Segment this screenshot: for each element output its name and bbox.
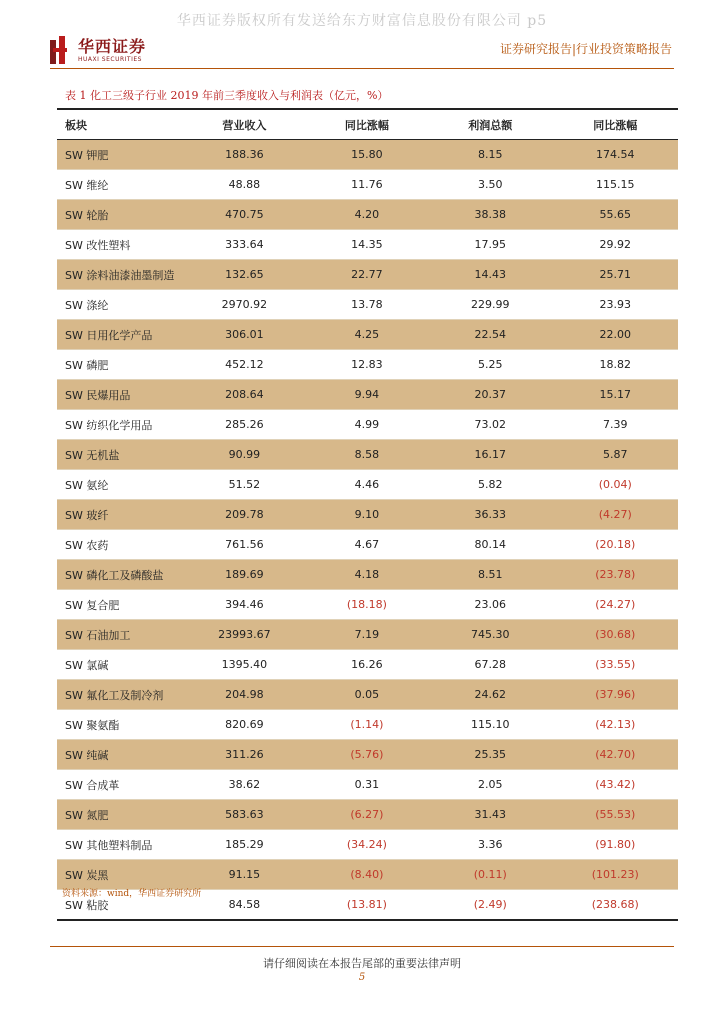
page-number: 5 <box>358 972 366 983</box>
col-header-profit: 利润总额 <box>428 109 552 140</box>
cell-profit-yoy: (24.27) <box>552 590 678 620</box>
cell-profit-yoy: 115.15 <box>552 170 678 200</box>
cell-profit-yoy: 15.17 <box>552 380 678 410</box>
table-row <box>57 140 678 170</box>
cell-revenue-yoy: (8.40) <box>306 860 428 890</box>
cell-profit: 3.36 <box>428 830 552 860</box>
cell-sector: SW 日用化学产品 <box>57 320 183 350</box>
cell-revenue-yoy: 4.67 <box>306 530 428 560</box>
cell-profit: 22.54 <box>428 320 552 350</box>
cell-revenue-yoy: 7.19 <box>306 620 428 650</box>
cell-profit: 8.51 <box>428 560 552 590</box>
cell-revenue-yoy: (13.81) <box>306 890 428 921</box>
cell-sector: SW 民爆用品 <box>57 380 183 410</box>
cell-sector: SW 农药 <box>57 530 183 560</box>
logo-chinese-name: 华西证券 <box>78 36 147 56</box>
table-row <box>57 320 678 350</box>
table-row <box>57 500 678 530</box>
cell-revenue: 583.63 <box>183 800 306 830</box>
cell-profit: 31.43 <box>428 800 552 830</box>
cell-sector: SW 无机盐 <box>57 440 183 470</box>
cell-profit-yoy: (0.04) <box>552 470 678 500</box>
cell-revenue-yoy: 4.20 <box>306 200 428 230</box>
cell-revenue-yoy: 0.31 <box>306 770 428 800</box>
cell-sector: SW 涂料油漆油墨制造 <box>57 260 183 290</box>
table-row <box>57 290 678 320</box>
cell-sector: SW 玻纤 <box>57 500 183 530</box>
cell-revenue: 1395.40 <box>183 650 306 680</box>
huaxi-logo <box>50 32 146 68</box>
cell-revenue: 23993.67 <box>183 620 306 650</box>
cell-revenue: 84.58 <box>183 890 306 921</box>
cell-revenue-yoy: 14.35 <box>306 230 428 260</box>
table-row <box>57 410 678 440</box>
cell-profit: 745.30 <box>428 620 552 650</box>
cell-revenue-yoy: 8.58 <box>306 440 428 470</box>
revenue-profit-table <box>57 108 678 921</box>
cell-revenue-yoy: 4.25 <box>306 320 428 350</box>
table-row <box>57 440 678 470</box>
cell-profit: 115.10 <box>428 710 552 740</box>
cell-revenue: 2970.92 <box>183 290 306 320</box>
cell-profit: 5.25 <box>428 350 552 380</box>
cell-profit: 24.62 <box>428 680 552 710</box>
cell-sector: SW 维纶 <box>57 170 183 200</box>
cell-revenue-yoy: 4.18 <box>306 560 428 590</box>
cell-sector: SW 轮胎 <box>57 200 183 230</box>
cell-revenue-yoy: 0.05 <box>306 680 428 710</box>
cell-revenue-yoy: 9.94 <box>306 380 428 410</box>
table-row <box>57 260 678 290</box>
logo-english-name: HUAXI SECURITIES <box>78 55 142 63</box>
cell-revenue: 48.88 <box>183 170 306 200</box>
cell-revenue: 185.29 <box>183 830 306 860</box>
cell-profit-yoy: (30.68) <box>552 620 678 650</box>
cell-profit: 25.35 <box>428 740 552 770</box>
cell-profit-yoy: (55.53) <box>552 800 678 830</box>
table-row <box>57 800 678 830</box>
cell-profit-yoy: (33.55) <box>552 650 678 680</box>
cell-revenue-yoy: (18.18) <box>306 590 428 620</box>
table-row <box>57 530 678 560</box>
cell-profit: 229.99 <box>428 290 552 320</box>
cell-revenue-yoy: (34.24) <box>306 830 428 860</box>
cell-revenue: 188.36 <box>183 140 306 170</box>
cell-profit-yoy: (23.78) <box>552 560 678 590</box>
cell-profit: 20.37 <box>428 380 552 410</box>
cell-profit-yoy: (43.42) <box>552 770 678 800</box>
cell-sector: SW 氯碱 <box>57 650 183 680</box>
cell-profit: 16.17 <box>428 440 552 470</box>
cell-revenue: 91.15 <box>183 860 306 890</box>
cell-revenue: 311.26 <box>183 740 306 770</box>
cell-revenue-yoy: 12.83 <box>306 350 428 380</box>
table-row <box>57 680 678 710</box>
cell-profit-yoy: 25.71 <box>552 260 678 290</box>
cell-revenue-yoy: 16.26 <box>306 650 428 680</box>
cell-revenue-yoy: 15.80 <box>306 140 428 170</box>
cell-sector: SW 石油加工 <box>57 620 183 650</box>
cell-revenue-yoy: 13.78 <box>306 290 428 320</box>
cell-profit-yoy: (42.13) <box>552 710 678 740</box>
cell-revenue: 394.46 <box>183 590 306 620</box>
cell-sector: SW 氟化工及制冷剂 <box>57 680 183 710</box>
cell-profit-yoy: 18.82 <box>552 350 678 380</box>
cell-profit-yoy: 29.92 <box>552 230 678 260</box>
cell-revenue-yoy: (5.76) <box>306 740 428 770</box>
cell-profit: 17.95 <box>428 230 552 260</box>
cell-revenue: 452.12 <box>183 350 306 380</box>
table-row <box>57 650 678 680</box>
cell-sector: SW 其他塑料制品 <box>57 830 183 860</box>
watermark-text: 华西证券版权所有发送给东方财富信息股份有限公司 p5 <box>176 13 548 29</box>
cell-revenue: 51.52 <box>183 470 306 500</box>
cell-profit-yoy: (4.27) <box>552 500 678 530</box>
cell-sector: SW 涤纶 <box>57 290 183 320</box>
cell-profit-yoy: 5.87 <box>552 440 678 470</box>
cell-sector: SW 合成革 <box>57 770 183 800</box>
table-row <box>57 560 678 590</box>
cell-sector: SW 纯碱 <box>57 740 183 770</box>
cell-profit: 8.15 <box>428 140 552 170</box>
cell-profit: 23.06 <box>428 590 552 620</box>
logo-mark-icon <box>50 36 72 64</box>
cell-revenue-yoy: 4.46 <box>306 470 428 500</box>
cell-sector: SW 粘胶 <box>57 890 183 921</box>
table-row <box>57 710 678 740</box>
cell-sector: SW 炭黑 <box>57 860 183 890</box>
cell-profit-yoy: (238.68) <box>552 890 678 921</box>
cell-profit: 73.02 <box>428 410 552 440</box>
cell-revenue-yoy: 4.99 <box>306 410 428 440</box>
table-row <box>57 830 678 860</box>
table-body <box>57 140 678 921</box>
cell-sector: SW 磷化工及磷酸盐 <box>57 560 183 590</box>
cell-profit-yoy: 174.54 <box>552 140 678 170</box>
cell-revenue-yoy: 11.76 <box>306 170 428 200</box>
cell-profit-yoy: 7.39 <box>552 410 678 440</box>
cell-revenue: 761.56 <box>183 530 306 560</box>
col-header-revenue: 营业收入 <box>183 109 306 140</box>
cell-revenue: 285.26 <box>183 410 306 440</box>
cell-profit-yoy: 23.93 <box>552 290 678 320</box>
cell-revenue: 208.64 <box>183 380 306 410</box>
cell-profit: 36.33 <box>428 500 552 530</box>
cell-sector: SW 氮肥 <box>57 800 183 830</box>
cell-profit: 67.28 <box>428 650 552 680</box>
cell-profit: (0.11) <box>428 860 552 890</box>
cell-profit: (2.49) <box>428 890 552 921</box>
col-header-profit-yoy: 同比涨幅 <box>552 109 678 140</box>
cell-profit-yoy: (37.96) <box>552 680 678 710</box>
table-row <box>57 620 678 650</box>
cell-sector: SW 复合肥 <box>57 590 183 620</box>
cell-revenue: 470.75 <box>183 200 306 230</box>
table-row <box>57 590 678 620</box>
data-source-note: 资料来源：wind，华西证券研究所 <box>62 889 202 899</box>
header-divider <box>50 68 674 69</box>
table-row <box>57 200 678 230</box>
cell-profit: 14.43 <box>428 260 552 290</box>
report-type-label: 证券研究报告|行业投资策略报告 <box>499 42 672 56</box>
cell-sector: SW 磷肥 <box>57 350 183 380</box>
cell-revenue-yoy: 22.77 <box>306 260 428 290</box>
cell-profit-yoy: (91.80) <box>552 830 678 860</box>
cell-revenue: 209.78 <box>183 500 306 530</box>
col-header-sector: 板块 <box>57 109 183 140</box>
cell-profit: 2.05 <box>428 770 552 800</box>
cell-revenue-yoy: (6.27) <box>306 800 428 830</box>
cell-revenue: 90.99 <box>183 440 306 470</box>
cell-profit: 5.82 <box>428 470 552 500</box>
cell-revenue-yoy: (1.14) <box>306 710 428 740</box>
table-row <box>57 740 678 770</box>
legal-notice: 请仔细阅读在本报告尾部的重要法律声明 <box>263 957 461 970</box>
cell-profit-yoy: 55.65 <box>552 200 678 230</box>
cell-profit-yoy: (101.23) <box>552 860 678 890</box>
cell-revenue: 189.69 <box>183 560 306 590</box>
cell-profit: 38.38 <box>428 200 552 230</box>
cell-profit: 80.14 <box>428 530 552 560</box>
table-row <box>57 470 678 500</box>
cell-sector: SW 聚氨酯 <box>57 710 183 740</box>
table-row <box>57 230 678 260</box>
table-row <box>57 170 678 200</box>
table-title: 表 1 化工三级子行业 2019 年前三季度收入与利润表（亿元，%） <box>65 89 389 102</box>
cell-revenue: 38.62 <box>183 770 306 800</box>
cell-revenue-yoy: 9.10 <box>306 500 428 530</box>
table-row <box>57 350 678 380</box>
table-row <box>57 380 678 410</box>
col-header-revenue-yoy: 同比涨幅 <box>306 109 428 140</box>
cell-revenue: 306.01 <box>183 320 306 350</box>
table-row <box>57 860 678 890</box>
cell-sector: SW 氨纶 <box>57 470 183 500</box>
cell-sector: SW 纺织化学用品 <box>57 410 183 440</box>
cell-sector: SW 改性塑料 <box>57 230 183 260</box>
cell-profit-yoy: (20.18) <box>552 530 678 560</box>
cell-sector: SW 钾肥 <box>57 140 183 170</box>
cell-revenue: 132.65 <box>183 260 306 290</box>
table-header-row <box>57 109 678 140</box>
cell-revenue: 820.69 <box>183 710 306 740</box>
cell-profit-yoy: (42.70) <box>552 740 678 770</box>
cell-revenue: 204.98 <box>183 680 306 710</box>
table-row <box>57 770 678 800</box>
cell-profit: 3.50 <box>428 170 552 200</box>
cell-profit-yoy: 22.00 <box>552 320 678 350</box>
cell-revenue: 333.64 <box>183 230 306 260</box>
footer-divider <box>50 946 674 947</box>
